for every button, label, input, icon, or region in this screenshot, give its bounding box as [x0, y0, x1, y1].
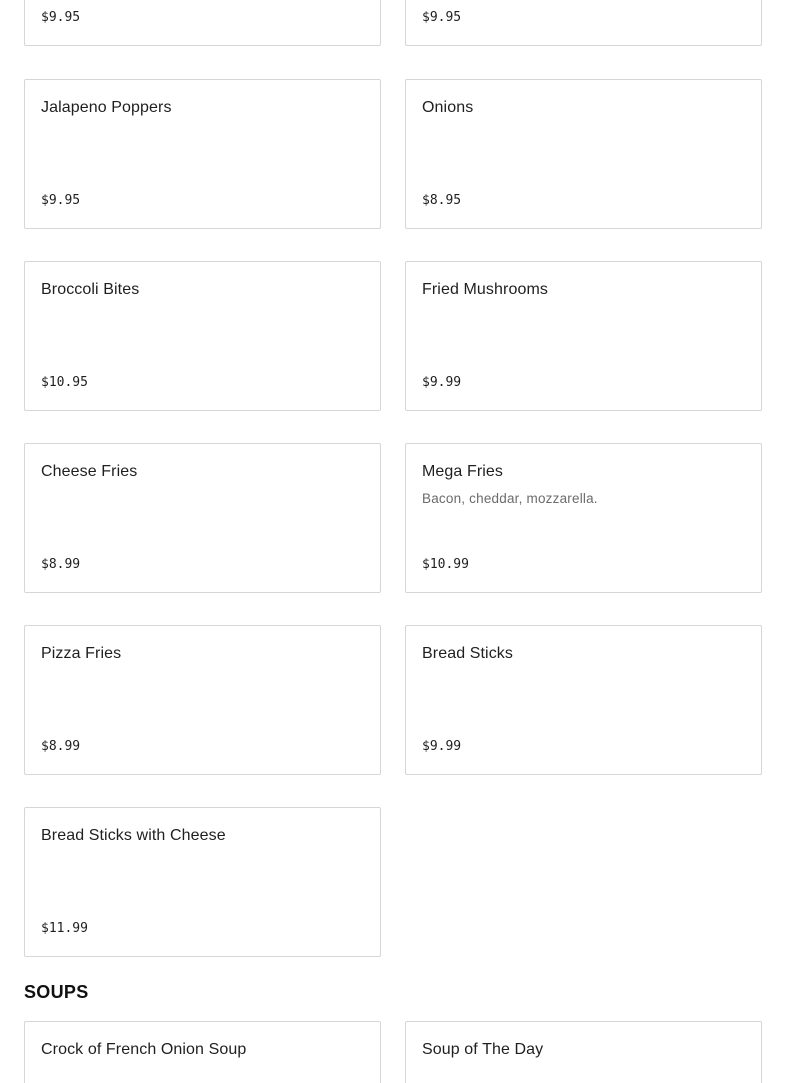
- menu-item-price: $9.99: [422, 739, 462, 754]
- menu-item-name: Cheese Fries: [41, 463, 138, 480]
- menu-item-price: $8.95: [422, 193, 462, 208]
- menu-item-name: Bread Sticks with Cheese: [41, 827, 226, 844]
- menu-item-price: $9.95: [41, 193, 81, 208]
- menu-item-name: Fried Mushrooms: [422, 281, 548, 298]
- menu-item-description: Bacon, cheddar, mozzarella.: [422, 491, 598, 506]
- menu-item-name: Jalapeno Poppers: [41, 99, 172, 116]
- menu-item-name: Crock of French Onion Soup: [41, 1041, 247, 1058]
- menu-item-name: Broccoli Bites: [41, 281, 140, 298]
- menu-item-card[interactable]: [24, 0, 381, 46]
- menu-item-price: $11.99: [41, 921, 88, 936]
- menu-item-card-bread-sticks-with-cheese[interactable]: [24, 807, 381, 957]
- menu-item-price: $8.99: [41, 557, 81, 572]
- menu-item-price: $10.95: [41, 375, 88, 390]
- menu-item-name: Soup of The Day: [422, 1041, 544, 1058]
- menu-item-card-cheese-fries[interactable]: [24, 443, 381, 593]
- menu-item-card-bread-sticks[interactable]: [405, 625, 762, 775]
- menu-item-card-broccoli-bites[interactable]: [24, 261, 381, 411]
- menu-item-card-mega-fries[interactable]: [405, 443, 762, 593]
- menu-item-card-fried-mushrooms[interactable]: [405, 261, 762, 411]
- menu-item-card-french-onion-soup[interactable]: [24, 1021, 381, 1083]
- menu-item-price: $9.95: [422, 10, 462, 25]
- menu-item-name: Onions: [422, 99, 474, 116]
- menu-item-price: $9.95: [41, 10, 81, 25]
- menu-item-card-jalapeno-poppers[interactable]: [24, 79, 381, 229]
- menu-item-card-soup-of-the-day[interactable]: [405, 1021, 762, 1083]
- menu-item-price: $9.99: [422, 375, 462, 390]
- menu-item-price: $8.99: [41, 739, 81, 754]
- menu-item-card-onions[interactable]: [405, 79, 762, 229]
- menu-item-card[interactable]: [405, 0, 762, 46]
- menu-item-name: Pizza Fries: [41, 645, 122, 662]
- menu-item-name: Mega Fries: [422, 463, 504, 480]
- menu-item-price: $10.99: [422, 557, 469, 572]
- menu-item-name: Bread Sticks: [422, 645, 514, 662]
- menu-item-card-pizza-fries[interactable]: [24, 625, 381, 775]
- section-title-soups: SOUPS: [24, 982, 89, 1002]
